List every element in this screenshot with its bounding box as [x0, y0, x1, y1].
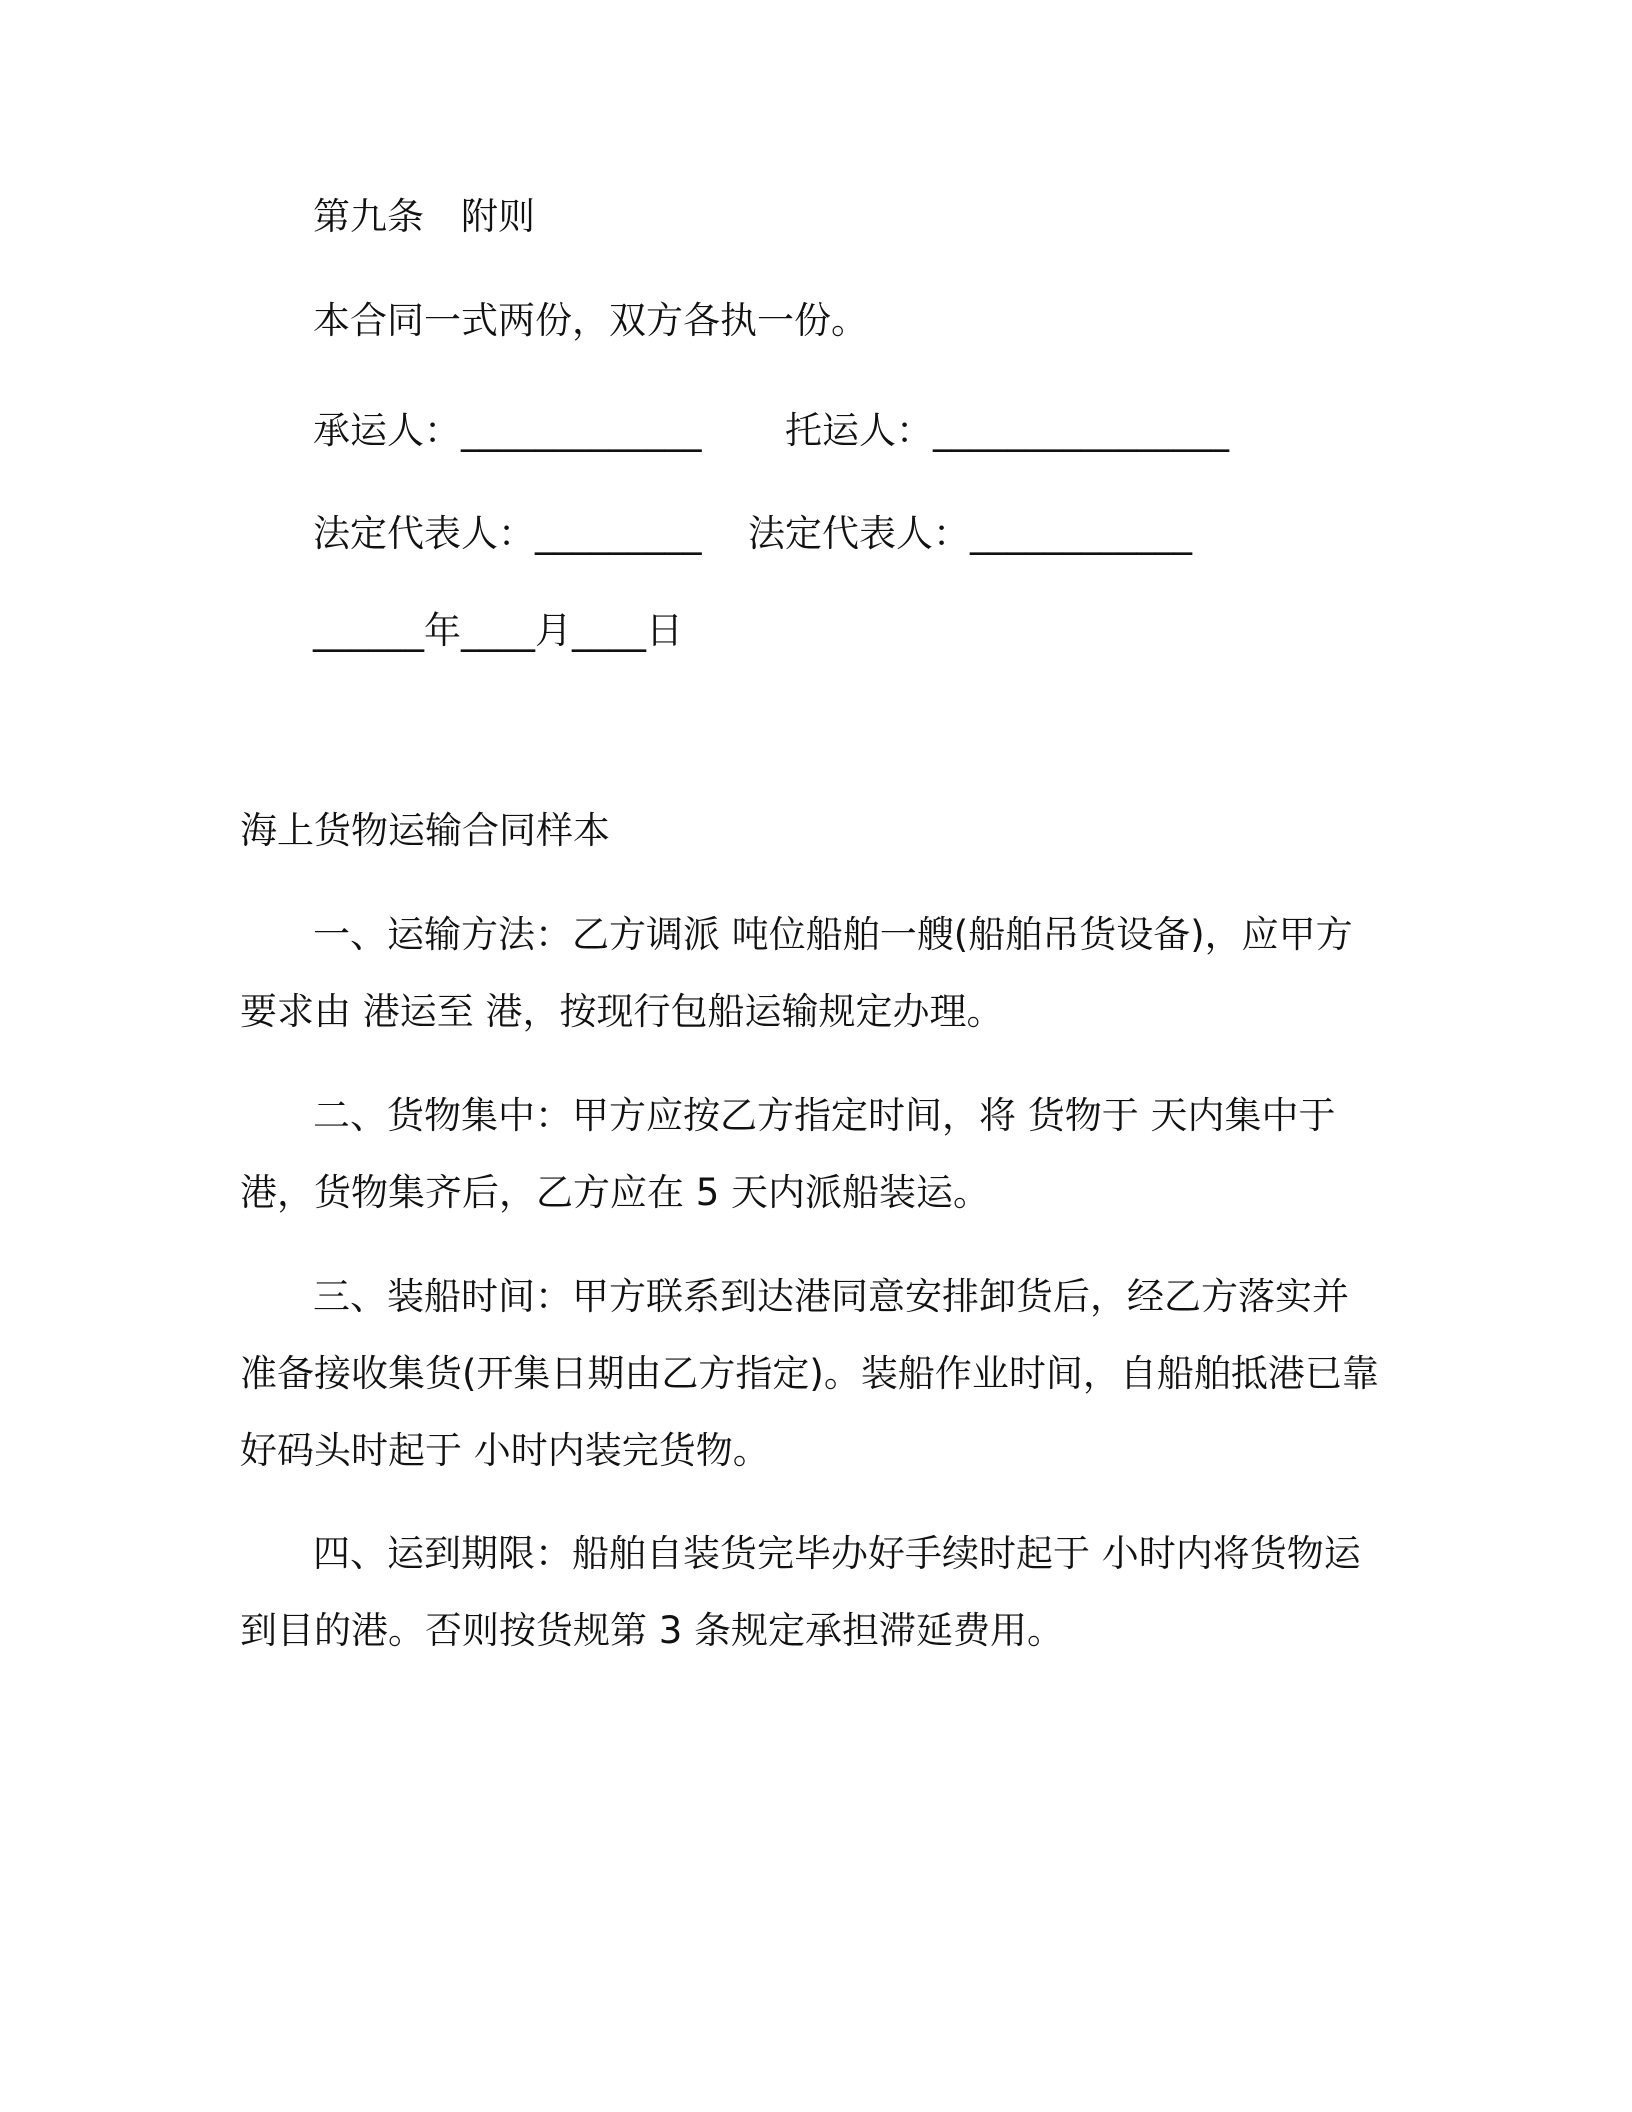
carrier-signature-line: 承运人：_____________ — [313, 409, 702, 452]
copies-statement: 本合同一式两份，双方各执一份。 — [313, 299, 868, 342]
clause-transport-method: 一、运输方法：乙方调派 吨位船舶一艘(船舶吊货设备)，应甲方要求由 港运至 港，按现行包船运输规定办理。 — [240, 913, 1353, 1033]
signing-date-line: ______年____月____日 — [313, 609, 683, 652]
clause-loading-time: 三、装船时间：甲方联系到达港同意安排卸货后，经乙方落实并准备接收集货(开集日期由乙方指定)。装船作业时间，自船舶抵港已靠好码头时起于 小时内装完货物。 — [240, 1275, 1379, 1472]
contract-sample-title: 海上货物运输合同样本 — [240, 809, 610, 852]
shipper-signature-line: 托运人：________________ — [785, 409, 1229, 452]
clause-cargo-consolidation: 二、货物集中：甲方应按乙方指定时间，将 货物于 天内集中于 港，货物集齐后，乙方应在 5 天内派船装运。 — [240, 1094, 1336, 1214]
shipper-representative-line: 法定代表人：____________ — [748, 512, 1192, 555]
clause-delivery-deadline: 四、运到期限：船舶自装货完毕办好手续时起于 小时内将货物运到目的港。否则按货规第 3 条规定承担滞延费用。 — [240, 1532, 1361, 1652]
article-nine-heading: 第九条 附则 — [313, 195, 535, 238]
carrier-representative-line: 法定代表人：_________ — [313, 512, 702, 555]
